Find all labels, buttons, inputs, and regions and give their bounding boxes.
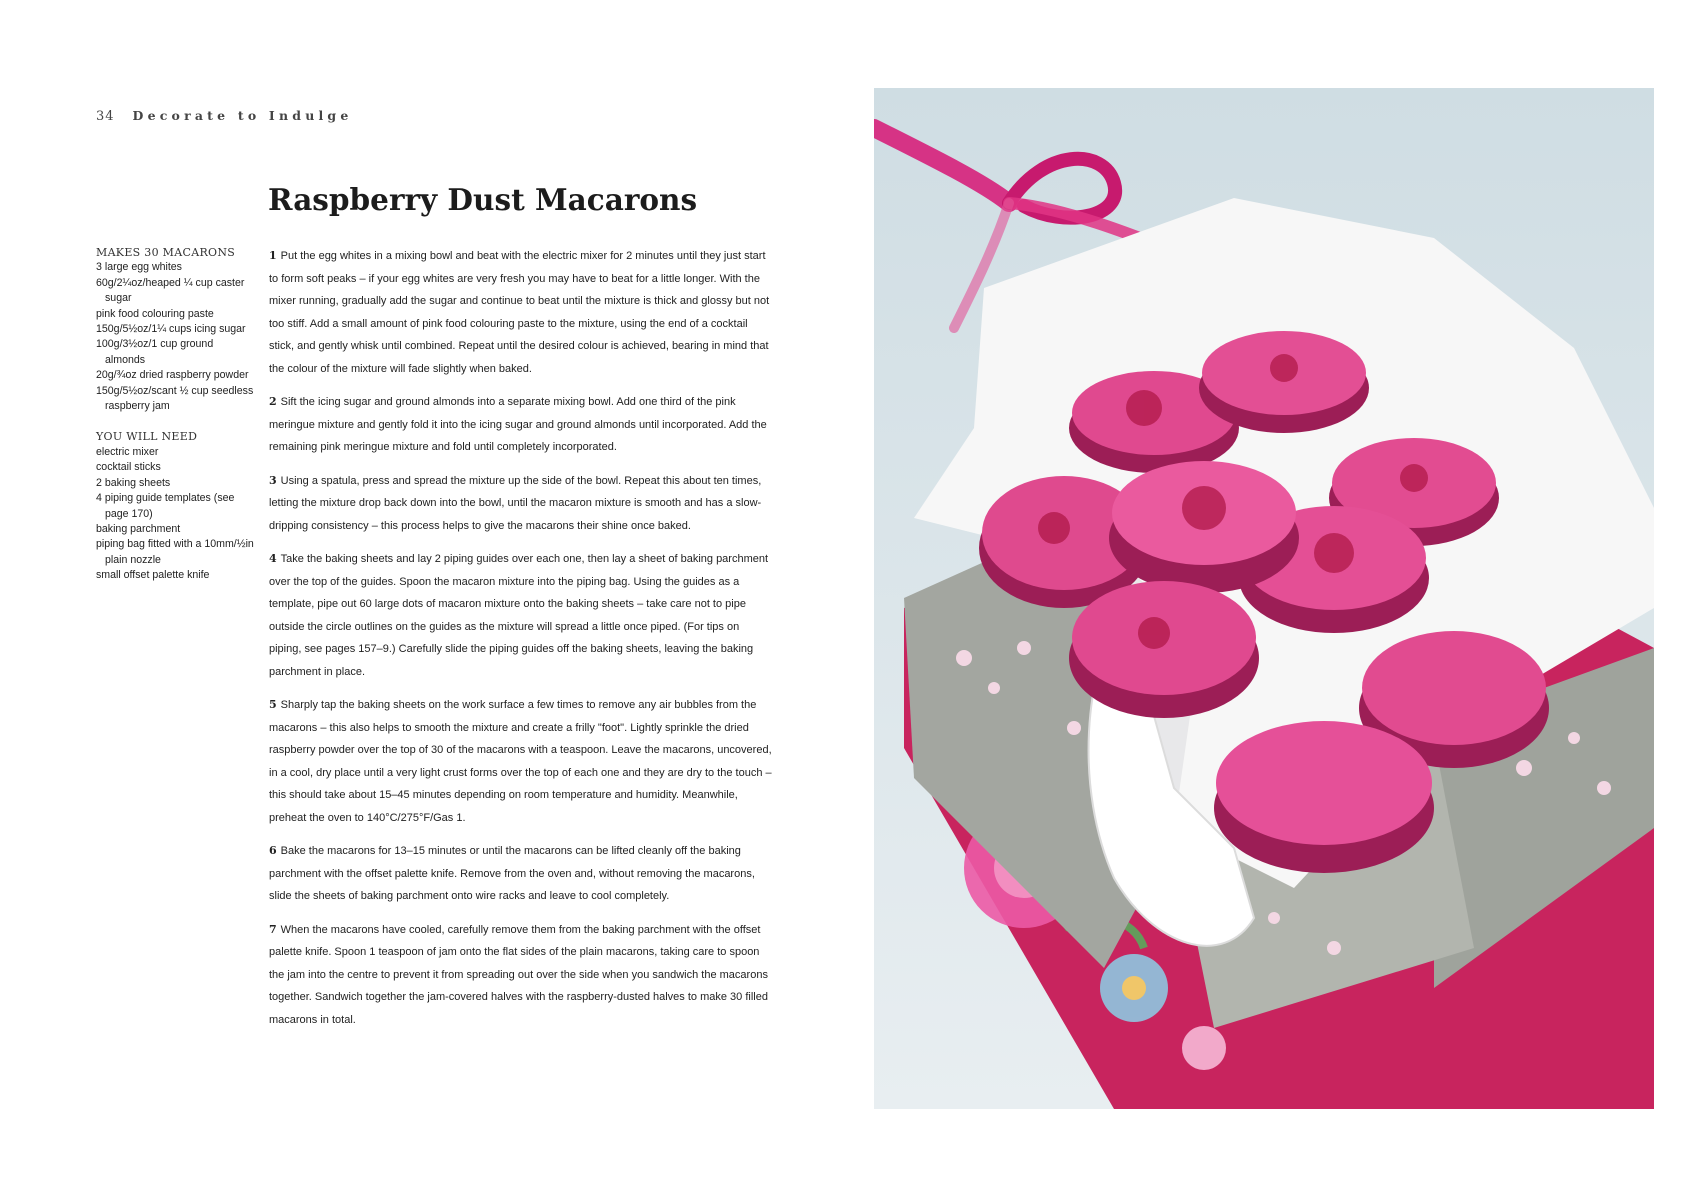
recipe-title: Raspberry Dust Macarons: [268, 182, 698, 217]
step-number: 3: [269, 473, 277, 487]
step-text: Sharply tap the baking sheets on the work surface a few times to remove any air bubbles from the macarons – this also helps to smooth the mixture and create a frilly "foot". Lightly sprinkle the dried raspberry powder over the top of 30 of the macarons with a teaspoon. Leave the macarons, uncovered, in a cool, dry place until a very light crust forms over the top of each one and they are dry to the touch – this should take about 15–45 minutes depending on room temperature and humidity. Meanwhile, preheat the oven to 140°C/275°F/Gas 1.: [269, 699, 772, 824]
ingredient-list: [96, 260, 256, 414]
equipment-item: cocktail sticks: [96, 461, 161, 474]
step-number: 6: [269, 844, 277, 857]
step-text: When the macarons have cooled, carefully remove them from the baking parchment with the offset palette knife. Spoon 1 teaspoon of jam onto the flat sides of the plain macarons, taking care to spoon the jam into the centre to prevent it from spreading out over the side when you sandwich the macarons together. Sandwich together the jam-covered halves with the raspberry-dusted halves to make 30 filled macarons in total.: [269, 923, 768, 1026]
equipment-heading: YOU WILL NEED: [96, 430, 198, 444]
ingredient-item: 20g/¾oz dried raspberry powder: [96, 369, 249, 382]
ingredient-item: 60g/2¼oz/heaped ¼ cup caster sugar: [96, 276, 245, 305]
step-number: 5: [269, 698, 277, 711]
macaron-photo: [874, 88, 1654, 1109]
equipment-item: 2 baking sheets: [96, 476, 171, 489]
ingredient-item: pink food colouring paste: [96, 307, 214, 320]
step-number: 2: [269, 395, 277, 408]
method-step: [269, 840, 774, 908]
equipment-list: [96, 445, 256, 584]
step-text: Using a spatula, press and spread the mixture up the side of the bowl. Repeat this about ten times, letting the mixture drop back down into the bowl, until the macaron mixture is smooth and has a slow-dripping consistency – this process helps to give the macarons their shine once baked.: [269, 474, 762, 532]
method-step: [269, 245, 774, 380]
step-number: 1: [269, 249, 277, 262]
method-step: [269, 391, 774, 459]
method-steps: [269, 245, 774, 1042]
step-text: Bake the macarons for 13–15 minutes or until the macarons can be lifted cleanly off the baking parchment with the offset palette knife. Remove from the oven and, without removing the macarons, slide the sheets of baking parchment onto wire racks and leave to cool completely.: [269, 845, 755, 902]
ingredient-item: 150g/5½oz/1¼ cups icing sugar: [96, 323, 246, 336]
equipment-item: piping bag fitted with a 10mm/½in plain nozzle: [96, 538, 254, 566]
step-number: 4: [269, 552, 277, 565]
ingredient-item: 150g/5½oz/scant ½ cup seedless raspberry jam: [96, 384, 254, 413]
chapter-title: Decorate to Indulge: [132, 108, 353, 123]
ingredients-column: [96, 245, 256, 599]
makes-heading: MAKES 30 MACARONS: [96, 246, 236, 259]
step-text: Take the baking sheets and lay 2 piping guides over each one, then lay a sheet of baking parchment over the top of the guides. Spoon the macaron mixture into the piping bag. Using the guides as a template, pipe out 60 large dots of macaron mixture onto the baking sheets – take care not to pipe outside the circle outlines on the guides as the mixture will spread a little once piped. (For tips on piping, see pages 157–9.) Carefully slide the piping guides off the baking sheets, leaving the baking parchment in place.: [269, 553, 769, 678]
ingredient-item: 100g/3½oz/1 cup ground almonds: [96, 338, 214, 366]
step-text: Sift the icing sugar and ground almonds into a separate mixing bowl. Add one third of the pink meringue mixture and gently fold it into the icing sugar and ground almonds until incorporated. Add the remaining pink meringue mixture and fold until completely incorporated.: [269, 396, 767, 453]
running-header: [96, 108, 353, 124]
method-step: [269, 548, 774, 683]
step-number: 7: [269, 922, 277, 936]
page-number: 34: [96, 109, 115, 124]
equipment-item: baking parchment: [96, 522, 181, 535]
equipment-item: electric mixer: [96, 445, 159, 458]
method-step: [269, 470, 774, 538]
ingredient-item: 3 large egg whites: [96, 261, 182, 274]
equipment-item: small offset palette knife: [96, 569, 210, 582]
method-step: [269, 919, 774, 1032]
step-text: Put the egg whites in a mixing bowl and beat with the electric mixer for 2 minutes until they just start to form soft peaks – if your egg whites are very fresh you may have to beat for a little longer. With the mixer running, gradually add the sugar and continue to beat until the mixture is thick and glossy but not too stiff. Add a small amount of pink food colouring paste to the mixture, using the end of a cocktail stick, and gently whisk until combined. Repeat until the desired colour is achieved, bearing in mind that the colour of the mixture will fade slightly when baked.: [269, 250, 770, 375]
method-step: [269, 694, 774, 829]
equipment-item: 4 piping guide templates (see page 170): [96, 492, 235, 520]
